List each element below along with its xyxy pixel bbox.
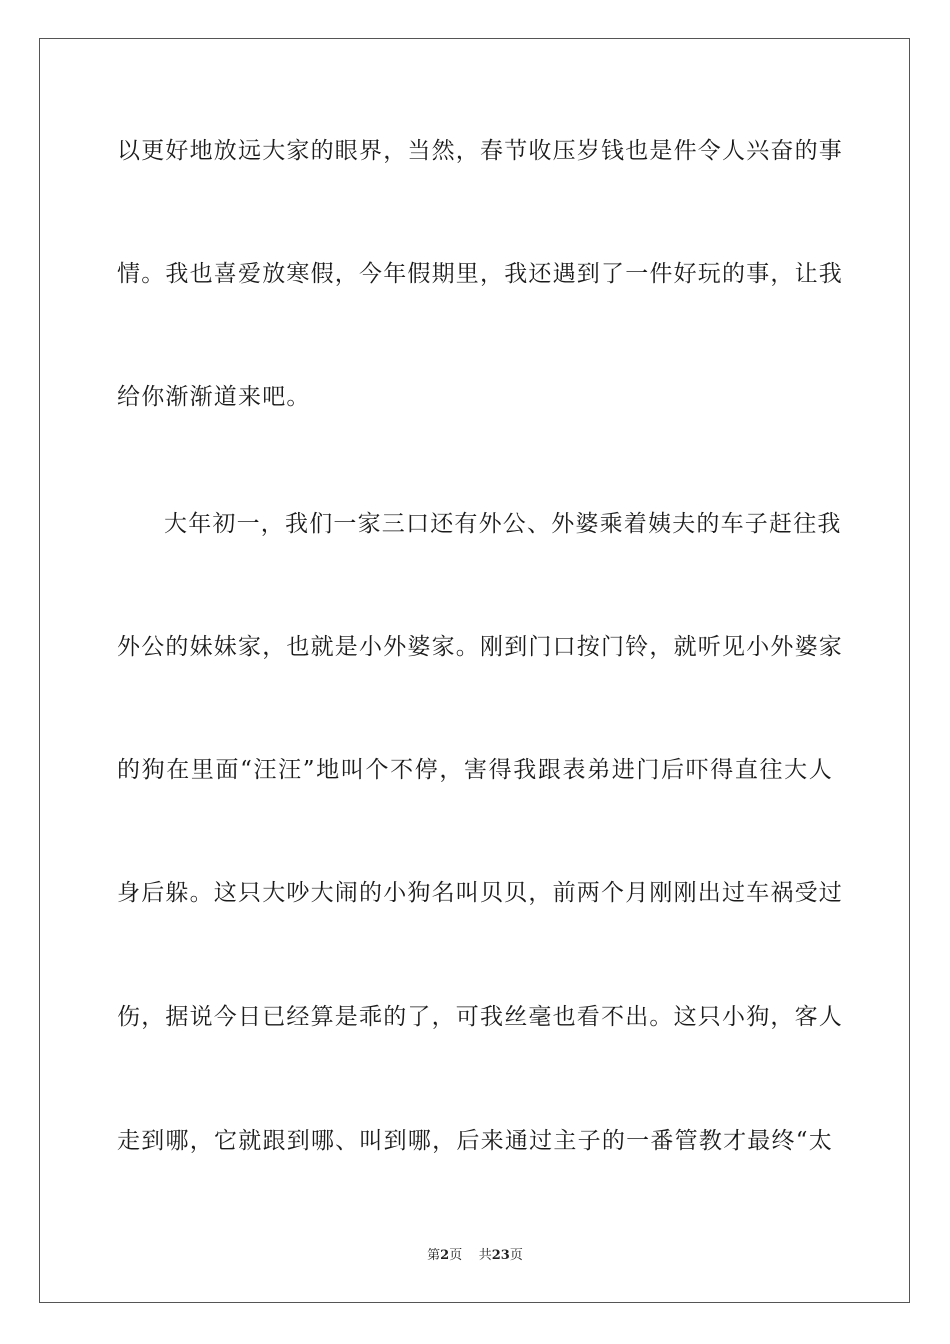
total-suffix: 页: [509, 1248, 523, 1263]
page-suffix: 页: [449, 1248, 463, 1263]
page-prefix: 第: [427, 1248, 441, 1263]
text-line: 伤，据说今日已经算是乖的了，可我丝毫也看不出。这只小狗，客人: [117, 1004, 843, 1030]
text-line: 的狗在里面“汪汪”地叫个不停，害得我跟表弟进门后吓得直往大人: [117, 757, 833, 783]
text-line: 外公的妹妹家，也就是小外婆家。刚到门口按门铃，就听见小外婆家: [117, 634, 843, 660]
text-line: 身后躲。这只大吵大闹的小狗名叫贝贝，前两个月刚刚出过车祸受过: [117, 880, 843, 906]
total-prefix: 共: [478, 1248, 492, 1263]
paragraph-first-line: 大年初一，我们一家三口还有外公、外婆乘着姨夫的车子赶往我: [164, 511, 842, 537]
total-pages: 23: [491, 1248, 510, 1263]
text-line: 给你渐渐道来吧。: [117, 384, 311, 410]
page-border: [39, 38, 910, 1303]
page-footer: [0, 1247, 950, 1265]
text-line: 情。我也喜爱放寒假，今年假期里，我还遇到了一件好玩的事，让我: [117, 261, 843, 287]
page-number: 2: [440, 1248, 450, 1263]
text-line: 走到哪，它就跟到哪、叫到哪，后来通过主子的一番管教才最终“太: [117, 1128, 833, 1154]
text-line: 以更好地放远大家的眼界，当然，春节收压岁钱也是件令人兴奋的事: [117, 138, 843, 164]
